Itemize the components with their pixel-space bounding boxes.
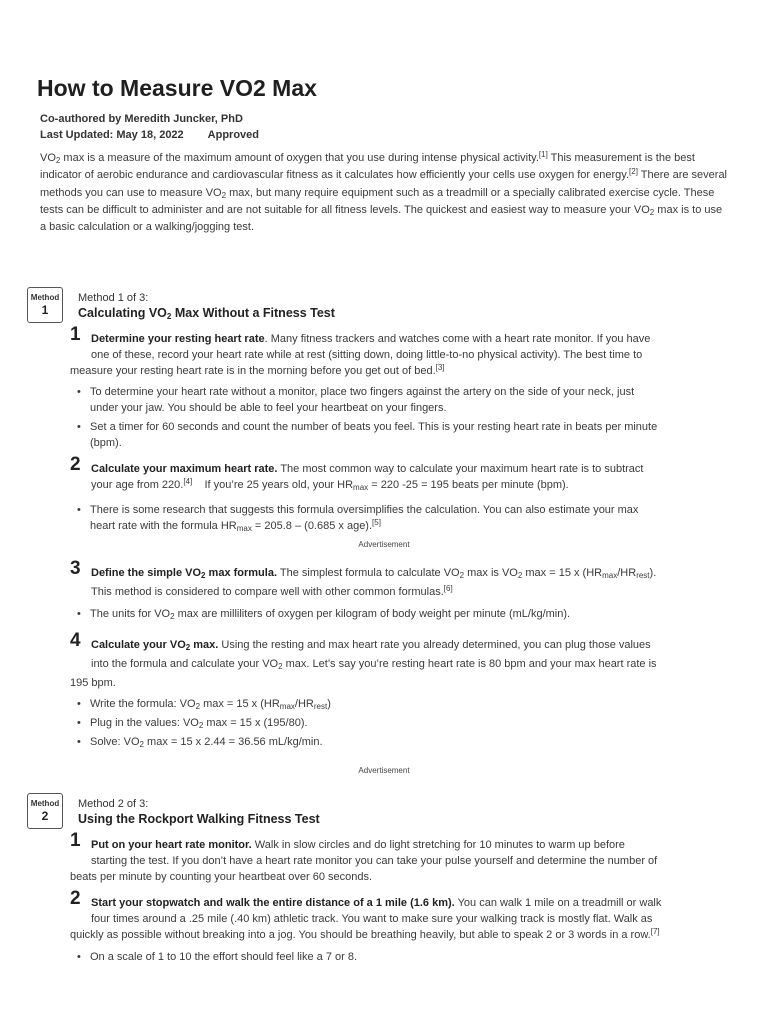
method-1-badge: Method 1 [27,287,63,323]
method-1-title: Calculating $VO_2$ Max Without a Fitness Test [78,306,335,321]
list-item: • Write the formula: $VO_2$ max = 15 x $(HR_{max}/HR_{rest})$ [70,696,710,712]
advertisement-label: Advertisement [358,540,410,549]
step-4: 4 Calculate your $VO_2$ max. Using the resting and max heart rate you already determined, you can plug those values into the formula and calculate your $VO_2$ max. Let’s say you’re resting heart rate is 80 bpm and your max heart rate is 195 bpm. [70,630,657,689]
step-number: 2 [70,454,81,475]
step-number: 1 [70,830,81,851]
list-item: • To determine your heart rate without a monitor, place two fingers against the artery on the side of your neck, just under your jaw. You should be able to feel your heartbeat on your fingers. [70,384,710,416]
intro-paragraph: $VO_2$ max is a measure of the maximum amount of oxygen that you use during intense physical activity.[1] This measurement is the best indicator of aerobic endurance and cardiovascular fitness as it calculates how efficiently your cells use oxygen for energy.[2] There are several methods you can use to measure $VO_2$ max, but many require equipment such as a treadmill or a specially calibrated exercise cycle. These tests can be difficult to administer and are not suitable for all fitness levels. The quickest and easiest way to measure your $VO_2$ max is to use a basic calculation or a walking/jogging test. [40,150,728,234]
step-3: 3 Define the simple $VO_2$ max formula. The simplest formula to calculate $VO_2$ max is $VO_2$ max = 15 x $(HR_{max}/HR_{rest})$. This method is considered to compare well with other common formulas.[6] [70,558,657,598]
reference-link[interactable]: [3] [435,363,445,372]
page-title: How to Measure VO2 Max [37,75,317,101]
list-item: • Solve: $VO_2$ max = 15 x 2.44 = 36.56 mL/kg/min. [70,734,710,750]
reference-link[interactable]: [1] [538,150,548,159]
list-item: • The units for $VO_2$ max are milliliters of oxygen per kilogram of body weight per minute (mL/kg/min). [70,606,710,622]
method-2-title: Using the Rockport Walking Fitness Test [78,812,320,826]
step-1-bullets [70,384,710,454]
step-number: 3 [70,558,81,579]
step-1: 1 Determine your resting heart rate. Many fitness trackers and watches come with a heart rate monitor. If you have one of these, record your heart rate while at rest (sitting down, doing little-to-no physical activity). The best time to measure your resting heart rate is in the morning before you get out of bed.[3] [70,324,651,377]
reference-link[interactable]: [7] [650,927,660,936]
step-1: 1 Put on your heart rate monitor. Walk in slow circles and do light stretching for 10 minutes to warm up before starting the test. If you don’t have a heart rate monitor you can take your pulse yourself and determine the number of beats per minute by counting your heartbeat over 60 seconds. [70,830,658,883]
reference-link[interactable]: [5] [372,518,381,527]
list-item: • Plug in the values: $VO_2$ max = 15 x (195/80). [70,715,710,731]
author-line: Co-authored by Meredith Juncker, PhD [40,113,243,125]
method-1-label: Method 1 of 3: [78,292,149,304]
step-2-bullets [70,502,710,537]
advertisement-label: Advertisement [358,766,410,775]
step-2-bullets [70,949,710,968]
last-updated: Last Updated: May 18, 2022 [40,129,184,141]
method-2-label: Method 2 of 3: [78,798,149,810]
reference-link[interactable]: [4] [183,477,193,486]
step-number: 1 [70,324,81,345]
step-2: 2 Calculate your maximum heart rate. The most common way to calculate your maximum heart rate is to subtract your age from 220.[4] If you’re 25 years old, your $HR_{max} = 220$ -25 = 195 beats per minute (bpm). [70,454,644,492]
step-4-bullets [70,696,710,753]
list-item: • There is some research that suggests this formula oversimplifies the calculation. You can also estimate your max heart rate with the formula $HR_{max} = 205.8 - (0.685$ x age).[5] [70,502,710,534]
step-3-bullets [70,606,710,625]
updated-line [40,129,259,141]
reference-link[interactable]: [2] [629,167,638,177]
step-2: 2 Start your stopwatch and walk the entire distance of a 1 mile (1.6 km). You can walk 1 mile on a treadmill or walk four times around a .25 mile (.40 km) athletic track. You want to make sure your walking track is mostly flat. Walk as quickly as possible without breaking into a jog. You should be breathing heavily, but able to speak 2 or 3 words in a row.[7] [70,888,662,941]
step-number: 4 [70,630,81,651]
reference-link[interactable]: [6] [443,584,453,593]
list-item: • Set a timer for 60 seconds and count the number of beats you feel. This is your resting heart rate in beats per minute (bpm). [70,419,710,451]
method-2-badge: Method 2 [27,793,63,829]
list-item: • On a scale of 1 to 10 the effort should feel like a 7 or 8. [70,949,710,965]
step-number: 2 [70,888,81,909]
approved-badge: Approved [207,129,260,141]
